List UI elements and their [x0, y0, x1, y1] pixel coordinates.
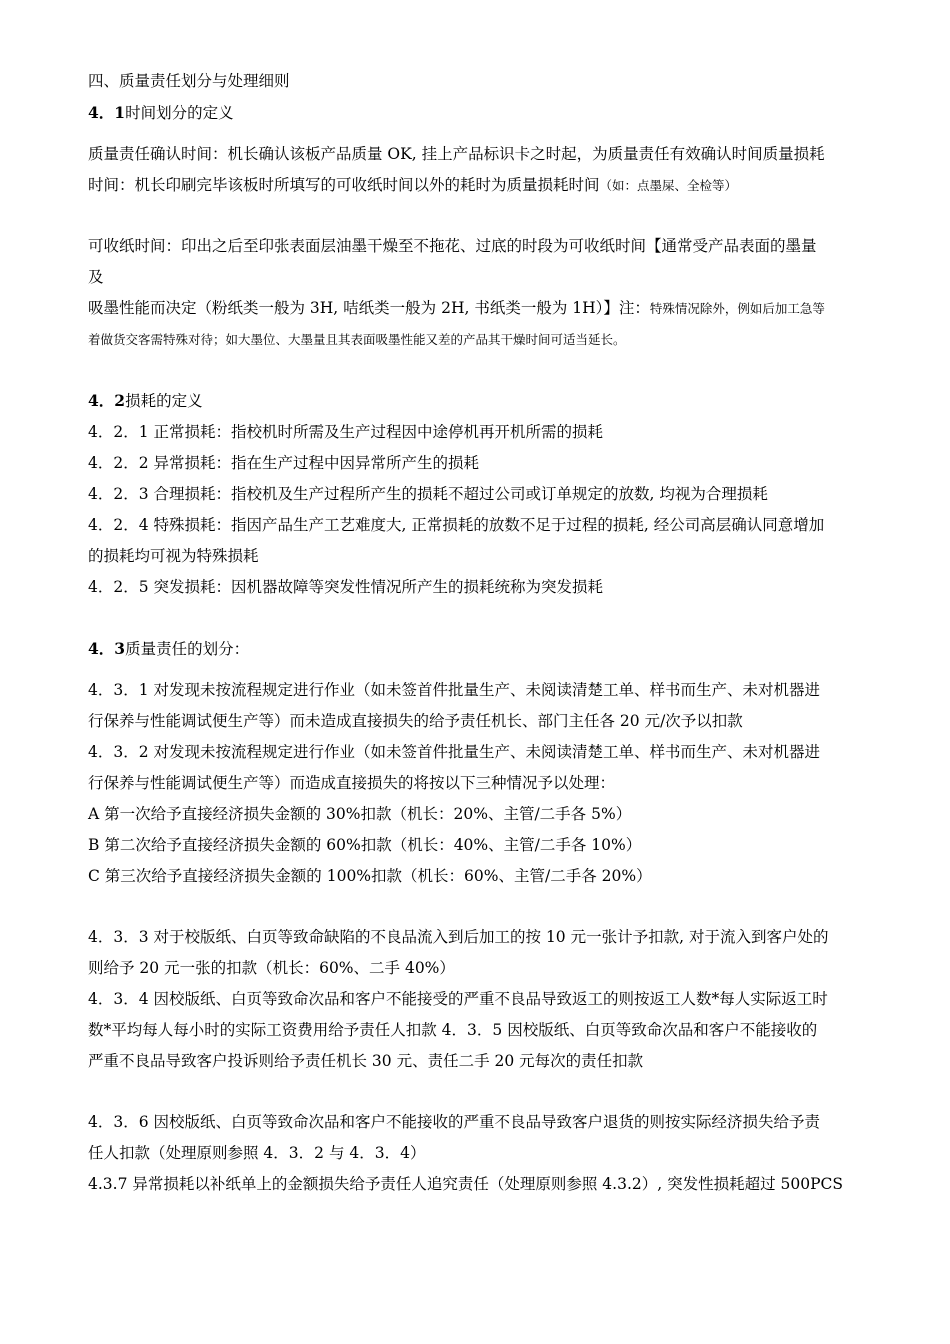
text-span: 吸墨性能而决定（粉纸类一般为 3H, 咭纸类一般为 2H, 书纸类一般为 1H）】注：: [88, 299, 650, 317]
paragraph-collect-time: [88, 231, 894, 355]
text-line: 行保养与性能调试便生产等）而造成直接损失的将按以下三种情况予以处理：: [88, 774, 616, 792]
text-line: 4．3．6 因校版纸、白页等致命次品和客户不能接收的严重不良品导致客户退货的则按实际经济损失给予责: [88, 1113, 821, 1131]
responsibility-group-1: [88, 675, 894, 892]
text-line: C 第三次给予直接经济损失金额的 100%扣款（机长：60%、主管/二手各 20%）: [88, 867, 652, 885]
text-line: [88, 293, 894, 324]
text-line: B 第二次给予直接经济损失金额的 60%扣款（机长：40%、主管/二手各 10%）: [88, 836, 642, 854]
text-line: 则给予 20 元一张的扣款（机长：60%、二手 40%）: [88, 959, 455, 977]
subsection-title: 质量责任的划分：: [125, 640, 250, 658]
section-title: 四、质量责任划分与处理细则: [88, 72, 290, 90]
text-line: 行保养与性能调试便生产等）而未造成直接损失的给予责任机长、部门主任各 20 元/次予以扣款: [88, 712, 743, 730]
subsection-number: 4．3: [88, 639, 126, 658]
text-line: 严重不良品导致客户投诉则给予责任机长 30 元、责任二手 20 元每次的责任扣款: [88, 1052, 644, 1070]
subsection-4-1-heading: [88, 97, 894, 129]
subsection-title: 损耗的定义: [125, 392, 203, 410]
subsection-4-2-heading: [88, 385, 894, 417]
text-line: [88, 170, 894, 201]
text-line: A 第一次给予直接经济损失金额的 30%扣款（机长：20%、主管/二手各 5%）: [88, 805, 632, 823]
responsibility-group-3: [88, 1107, 894, 1200]
loss-definition-list: [88, 417, 894, 603]
text-line: 4．3．2 对发现未按流程规定进行作业（如未签首件批量生产、未阅读清楚工单、样书而生产、未对机器进: [88, 743, 821, 761]
note-span: （如：点墨屎、全检等）: [599, 178, 738, 193]
text-line: 可收纸时间：印出之后至印张表面层油墨干燥至不拖花、过底的时段为可收纸时间【通常受产品表面的墨量: [88, 237, 817, 255]
document-page: [88, 66, 894, 1200]
list-item-continuation: 的损耗均可视为特殊损耗: [88, 547, 259, 565]
text-line: 及: [88, 268, 104, 286]
text-line: 4．3．4 因校版纸、白页等致命次品和客户不能接受的严重不良品导致返工的则按返工人数*每人实际返工时: [88, 990, 828, 1008]
text-line: 4.3.7 异常损耗以补纸单上的金额损失给予责任人追究责任（处理原则参照 4.3.2）, 突发性损耗超过 500PCS: [88, 1175, 844, 1193]
list-item: 4．2．2 异常损耗：指在生产过程中因异常所产生的损耗: [88, 454, 480, 472]
subsection-4-3-heading: [88, 633, 894, 665]
list-item: 4．2．1 正常损耗：指校机时所需及生产过程因中途停机再开机所需的损耗: [88, 423, 604, 441]
list-item: 4．2．4 特殊损耗：指因产品生产工艺难度大, 正常损耗的放数不足于过程的损耗, 经公司高层确认同意增加: [88, 516, 825, 534]
text-line: 任人扣款（处理原则参照 4．3．2 与 4．3．4）: [88, 1144, 426, 1162]
note-span: 特殊情况除外，例如后加工急等: [649, 301, 825, 316]
subsection-title: 时间划分的定义: [125, 104, 234, 122]
text-line: 4．3．3 对于校版纸、白页等致命缺陷的不良品流入到后加工的按 10 元一张计予扣款, 对于流入到客户处的: [88, 928, 829, 946]
text-line: 数*平均每人每小时的实际工资费用给予责任人扣款 4．3．5 因校版纸、白页等致命次品和客户不能接收的: [88, 1021, 818, 1039]
list-item: 4．2．3 合理损耗：指校机及生产过程所产生的损耗不超过公司或订单规定的放数, 均视为合理损耗: [88, 485, 768, 503]
text-span: 时间：机长印刷完毕该板时所填写的可收纸时间以外的耗时为质量损耗时间: [88, 176, 600, 194]
subsection-number: 4．1: [88, 103, 126, 122]
note-line: 着做货交客需特殊对待；如大墨位、大墨量且其表面吸墨性能又差的产品其干燥时间可适当延长。: [88, 332, 626, 347]
text-line: 质量责任确认时间：机长确认该板产品质量 OK, 挂上产品标识卡之时起，为质量责任有效确认时间质量损耗: [88, 145, 825, 163]
text-line: 4．3．1 对发现未按流程规定进行作业（如未签首件批量生产、未阅读清楚工单、样书而生产、未对机器进: [88, 681, 821, 699]
subsection-number: 4．2: [88, 391, 126, 410]
paragraph-quality-confirm-time: [88, 139, 894, 201]
responsibility-group-2: [88, 922, 894, 1077]
list-item: 4．2．5 突发损耗：因机器故障等突发性情况所产生的损耗统称为突发损耗: [88, 578, 604, 596]
